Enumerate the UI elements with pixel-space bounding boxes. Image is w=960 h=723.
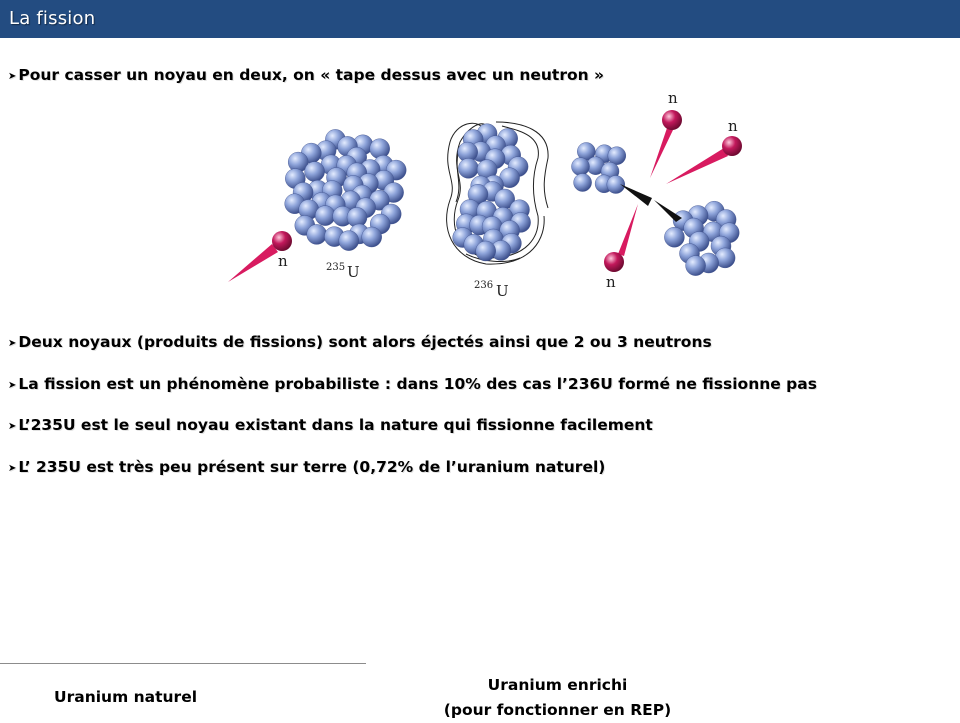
bullet-text: L’ 235U est très peu présent sur terre (0,72% de l’uranium naturel)	[18, 458, 606, 476]
nucleon	[476, 241, 496, 261]
svg-text:U: U	[496, 282, 509, 300]
bullet-arrow-icon: ➤	[8, 380, 17, 391]
bullet-text: La fission est un phénomène probabiliste : dans 10% des cas l’236U formé ne fissionne pas	[18, 375, 817, 393]
nucleon	[305, 162, 325, 182]
bullet-text: Pour casser un noyau en deux, on « tape dessus avec un neutron »	[18, 66, 605, 84]
footer-right-label	[400, 673, 715, 723]
footer-right-line1: Uranium enrichi	[487, 676, 628, 694]
neutron-label: n	[278, 252, 288, 270]
bullet-item	[8, 375, 817, 393]
bullet-arrow-icon: ➤	[8, 338, 17, 349]
bullet-arrow-icon: ➤	[8, 71, 17, 82]
neutron-label: n	[606, 273, 616, 291]
bullet-text: Deux noyaux (produits de fissions) sont alors éjectés ainsi que 2 ou 3 neutrons	[18, 333, 712, 351]
svg-text:235: 235	[326, 262, 346, 273]
footer-right-line2: (pour fonctionner en REP)	[443, 701, 672, 719]
emitted-neutron-bottom	[604, 204, 638, 272]
split-wedges	[620, 184, 682, 222]
nucleon	[315, 206, 335, 226]
emitted-neutron-right	[666, 136, 742, 184]
fission-product-large	[664, 201, 739, 275]
nucleon	[574, 174, 592, 192]
bullet-arrow-icon: ➤	[8, 421, 17, 432]
nucleon	[362, 227, 382, 247]
emitted-neutron-top	[650, 110, 682, 178]
bullet-item	[8, 66, 604, 84]
svg-text:236: 236	[474, 280, 494, 291]
nucleon	[607, 176, 625, 194]
bullet-item	[8, 458, 605, 476]
bullet-item	[8, 416, 653, 434]
title-bar	[0, 0, 960, 38]
u235-label	[326, 262, 360, 281]
bullet-item	[8, 333, 712, 351]
footer-divider	[0, 663, 366, 664]
slide-title: La fission	[9, 8, 96, 29]
uranium-235-nucleus	[285, 129, 407, 250]
bullet-arrow-icon: ➤	[8, 463, 17, 474]
nucleon	[458, 158, 478, 178]
nucleon	[664, 227, 684, 247]
nucleon	[608, 147, 626, 165]
footer-left-label: Uranium naturel	[54, 688, 198, 706]
nucleon	[572, 158, 590, 176]
nucleon	[339, 231, 359, 251]
neutron-label: n	[668, 89, 678, 107]
fission-diagram	[220, 86, 750, 301]
svg-text:U: U	[347, 263, 360, 281]
u236-label	[474, 280, 509, 300]
fission-product-small	[572, 143, 626, 194]
neutron-label: n	[728, 117, 738, 135]
nucleon	[686, 256, 706, 276]
nucleon	[307, 224, 327, 244]
uranium-236-compound-nucleus	[447, 122, 549, 264]
bullet-text: L’235U est le seul noyau existant dans la nature qui fissionne facilement	[18, 416, 653, 434]
